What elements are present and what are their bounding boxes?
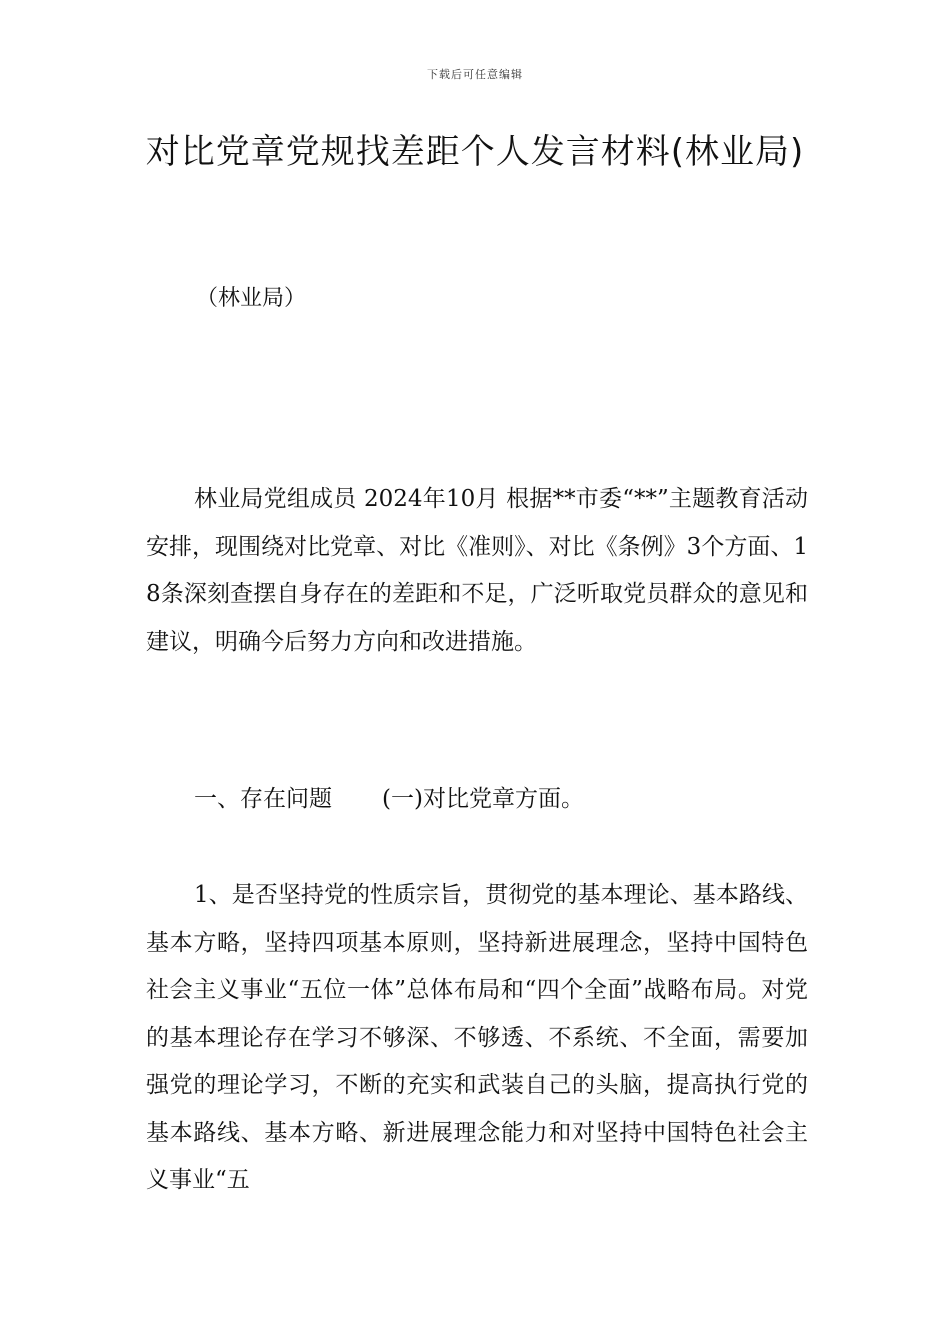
section-heading-line <box>146 776 808 824</box>
document-title: 对比党章党规找差距个人发言材料(林业局) <box>145 132 805 172</box>
subsection-heading: (一)对比党章方面。 <box>382 786 584 812</box>
document-subtitle: （林业局） <box>196 286 307 311</box>
header-note: 下载后可任意编辑 <box>427 68 523 81</box>
intro-paragraph: 林业局党组成员 2024年10月 根据**市委“**”主题教育活动安排，现围绕对比党章、对比《准则》、对比《条例》3个方面、18条深刻查摆自身存在的差距和不足，广泛听取党员群众的意见和建议，明确今后努力方向和改进措施。 <box>146 486 808 655</box>
item-1-paragraph: 1、是否坚持党的性质宗旨，贯彻党的基本理论、基本路线、基本方略，坚持四项基本原则，坚持新进展理念，坚持中国特色社会主义事业“五位一体”总体布局和“四个全面”战略布局。对党的基本理论存在学习不够深、不够透、不系统、不全面，需要加强党的理论学习，不断的充实和武装自己的头脑，提高执行党的基本路线、基本方略、新进展理念能力和对坚持中国特色社会主义事业“五 <box>146 882 808 1193</box>
section-heading: 一、存在问题 <box>194 786 332 812</box>
